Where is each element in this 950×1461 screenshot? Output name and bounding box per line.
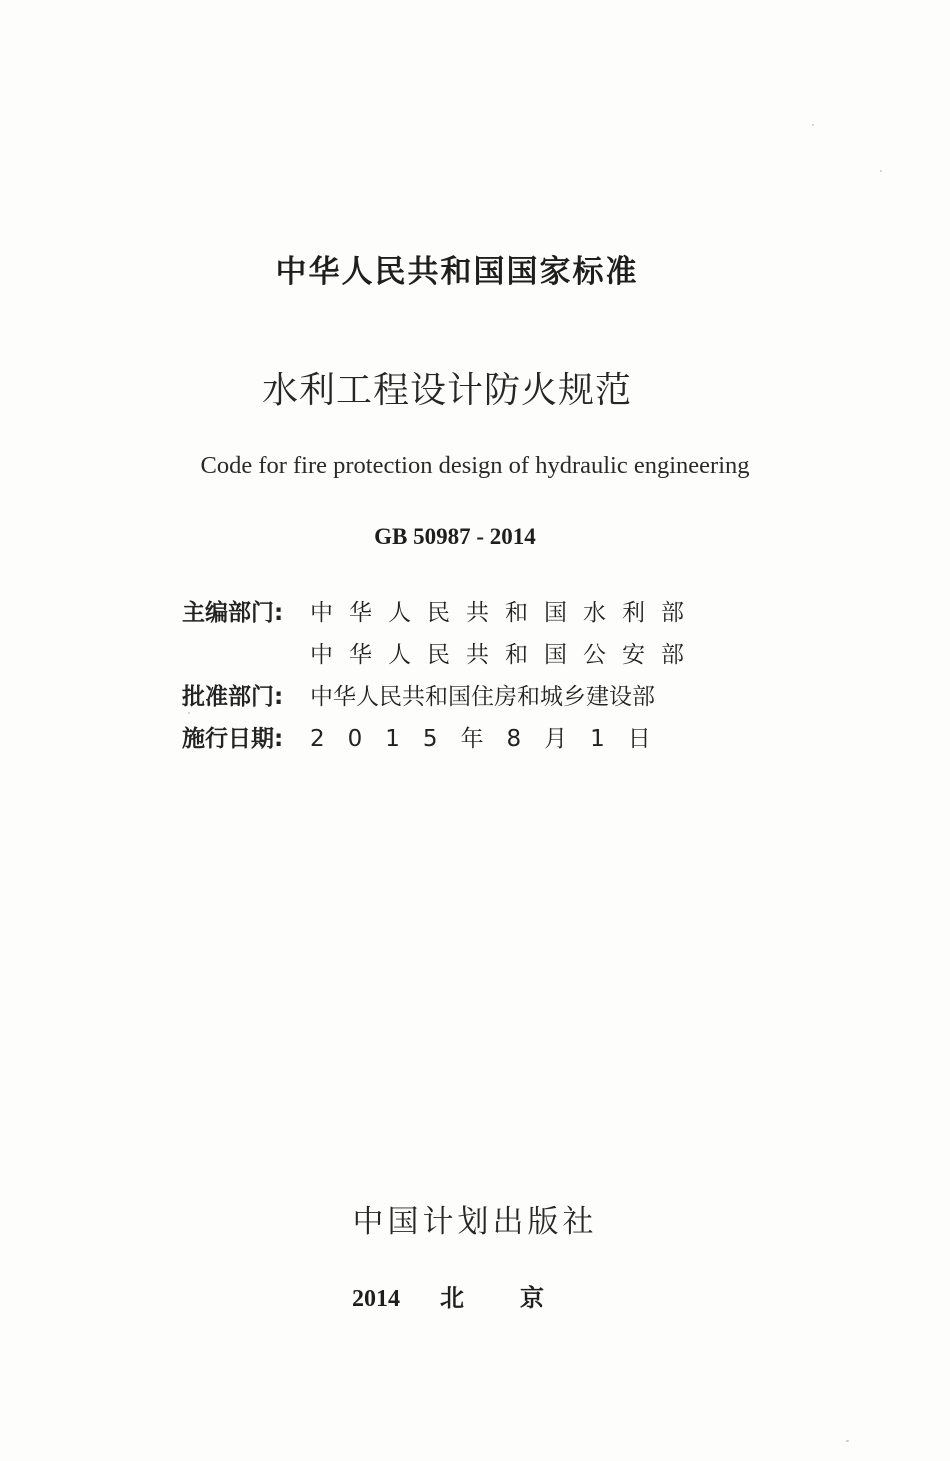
info-block <box>182 592 742 760</box>
imprint-city: 北京 <box>440 1284 600 1312</box>
approver-value: 中华人民共和国住房和城乡建设部 <box>310 684 655 710</box>
english-title: Code for fire protection design of hydraulic engineering <box>200 452 750 479</box>
standard-code: GB 50987 - 2014 <box>374 524 536 549</box>
publisher-name: 中国计划出版社 <box>352 1204 598 1240</box>
approver-label: 批准部门: <box>182 684 284 710</box>
date-label: 施行日期: <box>182 726 284 752</box>
editor-label: 主编部门: <box>182 600 284 626</box>
editor-row <box>182 592 742 634</box>
scan-speck <box>880 170 882 172</box>
editor-value-1: 中华人民共和国水利部 <box>310 600 700 626</box>
approver-row <box>182 676 742 718</box>
scan-speck <box>188 712 190 714</box>
editor-value-2: 中华人民共和国公安部 <box>310 642 700 668</box>
scan-speck <box>846 1440 849 1442</box>
scan-speck <box>812 124 814 126</box>
date-row <box>182 718 742 760</box>
editor-row-2 <box>182 634 742 676</box>
imprint-year: 2014 <box>352 1286 400 1312</box>
standard-type-heading: 中华人民共和国国家标准 <box>275 254 639 290</box>
chinese-title: 水利工程设计防火规范 <box>261 370 632 411</box>
imprint <box>352 1278 600 1313</box>
date-value: 2015年8月1日 <box>310 726 674 752</box>
